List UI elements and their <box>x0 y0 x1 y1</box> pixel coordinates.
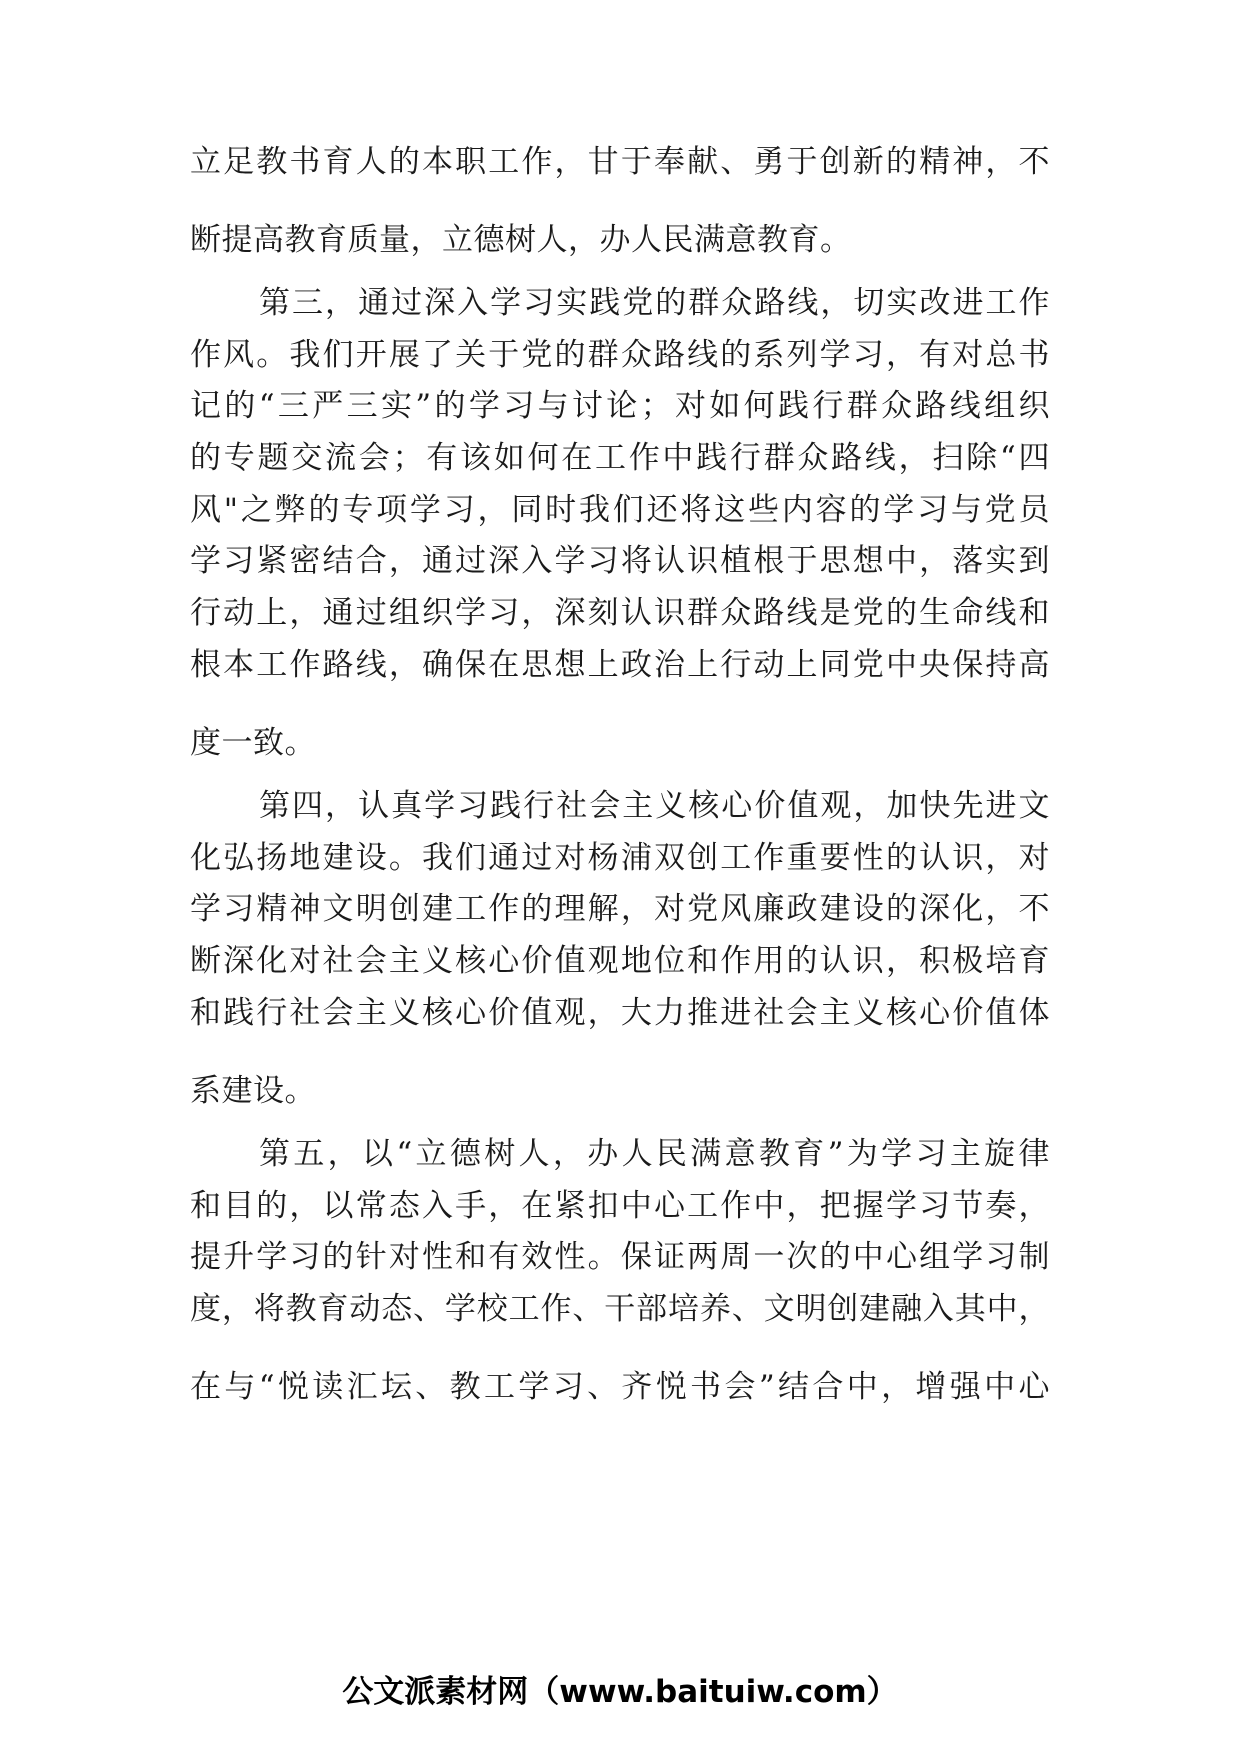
body-line: 提升学习的针对性和有效性。保证两周一次的中心组学习制 <box>190 1239 1050 1275</box>
body-line: 在与“悦读汇坛、教工学习、齐悦书会”结合中，增强中心 <box>190 1369 1050 1405</box>
paragraph-first-line: 第五，以“立德树人，办人民满意教育”为学习主旋律 <box>259 1136 1050 1172</box>
body-line: 断提高教育质量，立德树人，办人民满意教育。 <box>190 222 852 258</box>
body-line: 根本工作路线，确保在思想上政治上行动上同党中央保持高 <box>190 647 1050 683</box>
body-line: 和践行社会主义核心价值观，大力推进社会主义核心价值体 <box>190 995 1050 1031</box>
body-line: 化弘扬地建设。我们通过对杨浦双创工作重要性的认识，对 <box>190 840 1050 876</box>
body-line: 记的“三严三实”的学习与讨论；对如何践行群众路线组织 <box>190 388 1050 424</box>
paragraph-first-line: 第三，通过深入学习实践党的群众路线，切实改进工作 <box>259 285 1050 321</box>
body-line: 系建设。 <box>190 1073 316 1109</box>
body-line: 风"之弊的专项学习，同时我们还将这些内容的学习与党员 <box>190 492 1050 528</box>
body-line: 学习精神文明创建工作的理解，对党风廉政建设的深化，不 <box>190 891 1050 927</box>
body-line: 的专题交流会；有该如何在工作中践行群众路线，扫除“四 <box>190 440 1050 476</box>
body-line: 立足教书育人的本职工作，甘于奉献、勇于创新的精神，不 <box>190 144 1050 180</box>
body-line: 学习紧密结合，通过深入学习将认识植根于思想中，落实到 <box>190 543 1050 579</box>
body-line: 度，将教育动态、学校工作、干部培养、文明创建融入其中， <box>190 1291 1050 1327</box>
body-line: 和目的，以常态入手，在紧扣中心工作中，把握学习节奏， <box>190 1188 1050 1224</box>
body-line: 断深化对社会主义核心价值观地位和作用的认识，积极培育 <box>190 943 1050 979</box>
body-line: 行动上，通过组织学习，深刻认识群众路线是党的生命线和 <box>190 595 1050 631</box>
footer-watermark: 公文派素材网（www.baituiw.com） <box>342 1674 898 1710</box>
paragraph-first-line: 第四，认真学习践行社会主义核心价值观，加快先进文 <box>259 788 1050 824</box>
body-line: 作风。我们开展了关于党的群众路线的系列学习，有对总书 <box>190 337 1050 373</box>
body-line: 度一致。 <box>190 725 316 761</box>
